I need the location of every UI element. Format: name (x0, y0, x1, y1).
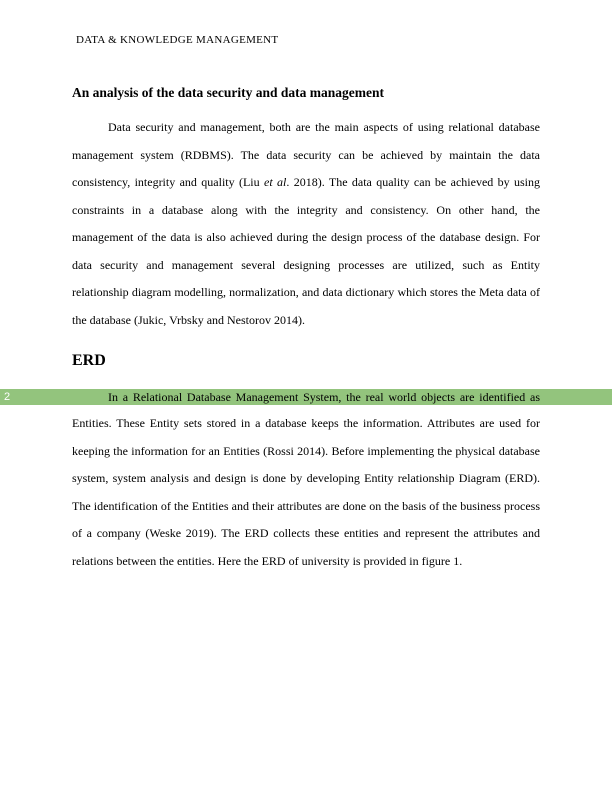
para1-text-continued: . 2018). The data quality can be achieved by using constraints in a database along with the integrity and consistency. On other hand, the management of the data is also achieved during the design process of the database design. For data security and management several designing processes are utilized, such as Entity relationship diagram modelling, normalization, and data dictionary which stores the Meta data of the database (Jukic, Vrbsky and Nestorov 2014). (72, 175, 540, 327)
heading-data-security-analysis: An analysis of the data security and data management (72, 85, 385, 100)
paragraph-erd-continuation: Entities. These Entity sets stored in a database keeps the information. Attributes are used for keeping the information for an Entities (Rossi 2014). Before implementing the physical database system, system analysis and design is done by developing Entity relationship Diagram (ERD). The identification of the Entities and their attributes are done on the basis of the business process of a company (Weske 2019). The ERD collects these entities and represent the attributes and relations between the entities. Here the ERD of university is provided in figure 1. (72, 416, 540, 568)
annotation-number: 2 (4, 391, 11, 403)
running-header: DATA & KNOWLEDGE MANAGEMENT (76, 34, 279, 46)
highlighted-text: In a Relational Database Management System, the real world objects are identified as (108, 390, 540, 404)
highlight-bar (0, 389, 612, 405)
para1-italic-citation: et al (264, 175, 287, 189)
para1-text: Data security and management, both are the main aspects of using relational database management system (RDBMS). The data security can be achieved by maintain the data consistency, integrity and quality (Liu (72, 120, 540, 189)
paragraph-data-security (72, 114, 540, 334)
heading-erd: ERD (72, 352, 106, 369)
